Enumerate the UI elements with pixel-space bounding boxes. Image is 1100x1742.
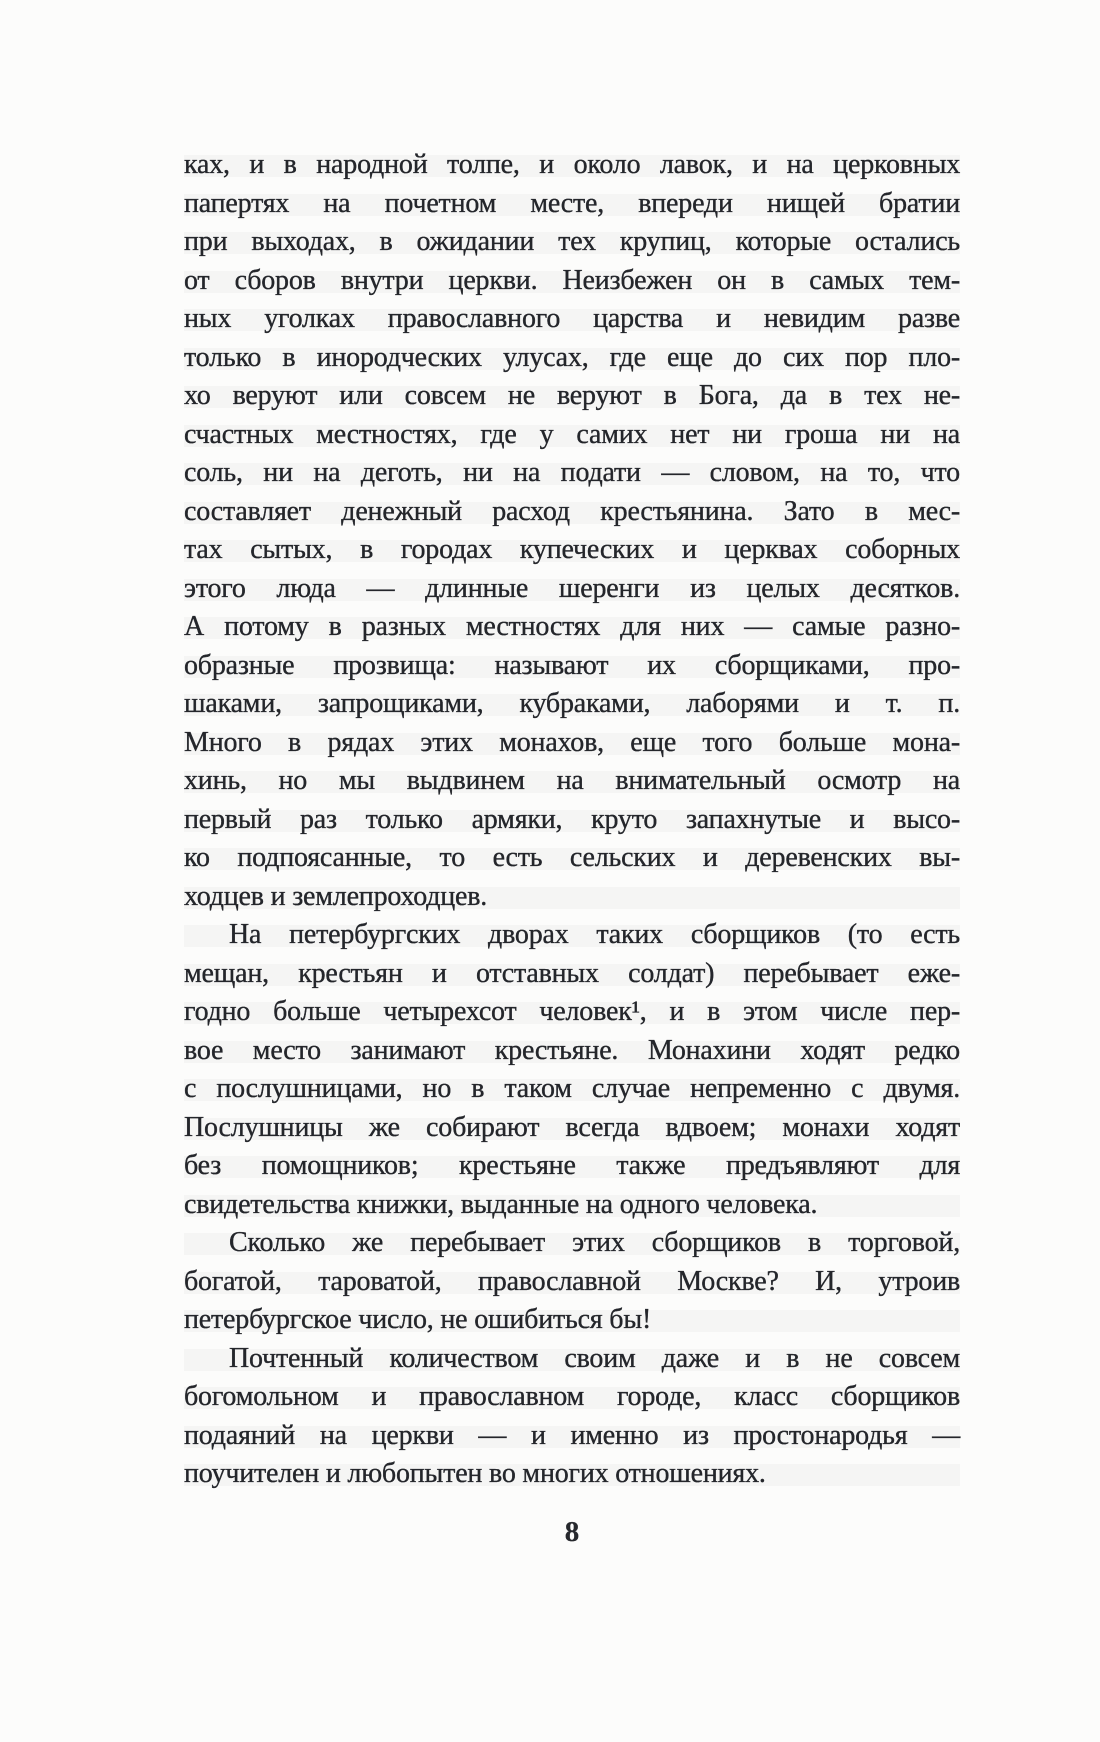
text-line: соль, ни на деготь, ни на подати — словом, на то, что bbox=[184, 454, 960, 493]
text-line: счастных местностях, где у самих нет ни гроша ни на bbox=[184, 416, 960, 455]
text-line: ных уголках православного царства и невидим разве bbox=[184, 300, 960, 339]
text-line: без помощников; крестьяне также предъявляют для bbox=[184, 1147, 960, 1186]
text-line: Сколько же перебывает этих сборщиков в торговой, bbox=[184, 1224, 960, 1263]
text-line: петербургское число, не ошибиться бы! bbox=[184, 1301, 960, 1340]
text-line: первый раз только армяки, круто запахнутые и высо- bbox=[184, 801, 960, 840]
text-line: свидетельства книжки, выданные на одного человека. bbox=[184, 1186, 960, 1225]
text-line: На петербургских дворах таких сборщиков (то есть bbox=[184, 916, 960, 955]
text-line: хо веруют или совсем не веруют в Бога, да в тех не- bbox=[184, 377, 960, 416]
text-line: Много в рядах этих монахов, еще того больше мона- bbox=[184, 724, 960, 763]
text-line: богатой, тароватой, православной Москве? И, утроив bbox=[184, 1263, 960, 1302]
text-line: Послушницы же собирают всегда вдвоем; монахи ходят bbox=[184, 1109, 960, 1148]
text-line: поучителен и любопытен во многих отношениях. bbox=[184, 1455, 960, 1494]
text-line: Почтенный количеством своим даже и в не совсем bbox=[184, 1340, 960, 1379]
text-line: тах сытых, в городах купеческих и церквах соборных bbox=[184, 531, 960, 570]
paragraph-4 bbox=[184, 1340, 960, 1494]
paragraph-2 bbox=[184, 916, 960, 1224]
text-line: годно больше четырехсот человек¹, и в этом числе пер- bbox=[184, 993, 960, 1032]
paragraph-1 bbox=[184, 146, 960, 916]
text-line: А потому в разных местностях для них — самые разно- bbox=[184, 608, 960, 647]
text-line: вое место занимают крестьяне. Монахини ходят редко bbox=[184, 1032, 960, 1071]
text-line: богомольном и православном городе, класс сборщиков bbox=[184, 1378, 960, 1417]
text-line: шаками, запрощиками, кубраками, лаборями и т. п. bbox=[184, 685, 960, 724]
text-line: мещан, крестьян и отставных солдат) перебывает еже- bbox=[184, 955, 960, 994]
text-line: только в инородческих улусах, где еще до сих пор пло- bbox=[184, 339, 960, 378]
paragraph-3 bbox=[184, 1224, 960, 1340]
text-line: с послушницами, но в таком случае непременно с двумя. bbox=[184, 1070, 960, 1109]
text-line: составляет денежный расход крестьянина. Зато в мес- bbox=[184, 493, 960, 532]
text-line: при выходах, в ожидании тех крупиц, которые остались bbox=[184, 223, 960, 262]
text-line: ко подпоясанные, то есть сельских и деревенских вы- bbox=[184, 839, 960, 878]
text-line: подаяний на церкви — и именно из простонародья — bbox=[184, 1417, 960, 1456]
text-line: хинь, но мы выдвинем на внимательный осмотр на bbox=[184, 762, 960, 801]
text-line: ходцев и землепроходцев. bbox=[184, 878, 960, 917]
text-line: папертях на почетном месте, впереди нищей братии bbox=[184, 185, 960, 224]
text-block bbox=[184, 146, 960, 1494]
text-line: образные прозвища: называют их сборщиками, про- bbox=[184, 647, 960, 686]
text-line: этого люда — длинные шеренги из целых десятков. bbox=[184, 570, 960, 609]
text-line: ках, и в народной толпе, и около лавок, и на церковных bbox=[184, 146, 960, 185]
page-number: 8 bbox=[564, 1516, 580, 1548]
text-line: от сборов внутри церкви. Неизбежен он в самых тем- bbox=[184, 262, 960, 301]
